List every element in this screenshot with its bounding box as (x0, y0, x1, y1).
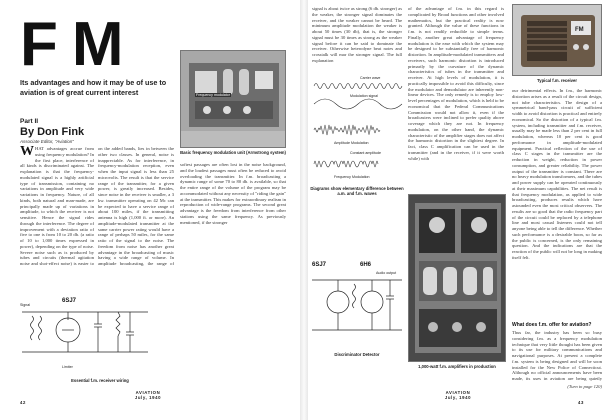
column-1-text: HAT advantages accrue from using frequency modulation? In the first place, interference of all kinds is discriminated against. The explanation is that the frequency-modulated signal is a highly artificial type of transmission, containing no variations in amplitude and very wide variations in frequency. Nature, of all kinds, both natural and man-made, are principally made up of variations in amplitude, to which the receiver is not sensitive. Hence the signal rides through the interference. The degree of improvement with a deviation ratio of five to one is from 10 to 20 db. (a ratio of 10 to 1,000 times expressed in power), depending on the type of noise. Severe noise such as is produced by tubes and circuits (thermal agitation noise and shot-effect noise) is easier to (20, 146, 94, 266)
text-column-4 (312, 6, 402, 70)
text-column-6 (512, 88, 602, 318)
column-6-text: our detrimental effects. In f.m., the harmonic distortion arises as a result of the circuit design, not tube characteristics. The design of a symmetrical band-pass circuit of sufficient width to avoid distortion is practical and entirely economical. So the distortion of a typical f.m. system, including transmitter and f.m. receiver, usually may be made less than 2 per cent in full modulation, whereas 10 per cent is good performance in amplitude-modulated equipment. Practical reflection of the use of class C stages in the transmitter are the reduction in weight, reduction in power consumption, and greater reliability. The power output of the transmitter is constant. There are no heavy modulation transformers, and the tubes and power supply can be operated continuously at their maximum capabilities. The net result is that frequency modulation, as applied to wide broadcasting, produces results which have astounded even the most critical observers. The results are so good that the radio frequency part of the circuit could be replaced by a telephone line and most casual listeners could not tell anyone being able to tell the difference. Whether such performance is a desirable boon, so far as the public is concerned, is the only remaining question. And the indications are that the reaction of the public will not be long in making itself felt. (512, 88, 602, 260)
waveform-diagram (310, 74, 404, 184)
modulator-label: Frequency modulator (196, 93, 230, 97)
byline-affiliation: Associate Editor, "Aviation" (20, 139, 74, 144)
carrier-label: Carrier wave (360, 76, 381, 80)
circuit-signal-label: Signal (20, 303, 30, 307)
left-folio-page: 42 (20, 400, 26, 405)
modulator-photo (180, 50, 286, 148)
signal-label: Modulation signal (350, 94, 378, 98)
text-column-5 (408, 6, 504, 184)
text-column-3 (180, 162, 286, 266)
circuit-tube-2: 6SJ7 (312, 262, 327, 268)
text-column-1 (20, 146, 94, 266)
audio-output-label: Audio output (376, 271, 397, 275)
left-folio-magazine: AVIATION (135, 390, 161, 395)
receiver-caption: Typical f.m. receiver (537, 78, 577, 83)
am-wave (314, 125, 380, 135)
am-label: Amplitude Modulation (334, 141, 369, 145)
transmitter-caption: 1,000-watt f.m. amplifiers in production (418, 364, 496, 369)
fm-wave (314, 161, 378, 167)
article-title: FM (20, 10, 138, 79)
right-folio-page: 43 (578, 400, 584, 405)
right-page (308, 0, 608, 420)
column-2-text: on the added bands, lies in between the other two classes. In general, noise is inappreciable. As for interference, in frequency-modulation reception, even when the input signal is less than 25 microvolts. The result is that the service range of the transmitter, for a given power, is greatly increased. Besides, since noise in the receiver is smaller, a 3 kw. transmitter operating on 42 Mc can be expected to have a service range of about 100 miles, if the transmitting antenna is high (1,000 ft. or more). An amplitude-modulated transmitter at the same carrier power rating would have a range of perhaps 50 miles, for the same ratio of the signal to the noise. The freedom from noise has another great advantage in the broadcasting of music having a wide range of volume. In amplitude broadcasting, the range of (98, 146, 174, 266)
column-4-text: signal is about twice as strong (6 db. stronger) as the weaker, the stronger signal dominates the receiver, and the weaker cannot be heard. The minimum amplitude modulation the weaker is about 50 times (30 db), that is, the stronger signal must be 30 times as strong as the weaker signal before it can be said to dominate the receiver. Otherwise heterodyne beat notes and crosstalk will mar the stronger signal. The full explanation (312, 6, 402, 63)
article-subtitle: Its advantages and how it may be of use to aviation is of great current interest (20, 78, 167, 97)
receiver-illustration (513, 5, 602, 76)
fm-label: Frequency Modulation (334, 175, 370, 179)
column-3-text: softest passages are often lost in the noise background, and the loudest passages must often be reduced to avoid overloading the transmitter. In f.m. broadcasting a dynamic range of some 70 to 80 db. is available, so that the entire range of the volume of the program may be accommodated without any necessity of "riding the gain" at the transmitter. This makes for extraordinary realism in reproduction of wide-range programs. The second great advantage is the freedom from interference from other stations using the same frequency. As previously mentioned, if the stronger (180, 162, 286, 225)
discriminator-circuit-diagram (310, 250, 404, 350)
modulator-caption: Basic frequency modulation unit (Armstrong system) (180, 150, 286, 155)
transmitter-illustration (409, 195, 506, 362)
circuit-limiter-label: Limiter (62, 365, 73, 369)
sidebar-heading: What does f.m. offer for aviation? (512, 322, 592, 328)
article-byline: By Don Fink (20, 126, 85, 138)
modulation-signal (314, 99, 402, 109)
receiver-circuit-caption: Essential f.m. receiver wiring (71, 378, 129, 383)
left-folio-date: July, 1940 (134, 395, 162, 401)
modulator-illustration (181, 51, 286, 148)
left-folio (20, 390, 178, 405)
page-gutter (300, 0, 308, 420)
constant-label: Constant amplitude (350, 151, 381, 155)
sidebar-text (512, 330, 602, 382)
text-column-2 (98, 146, 174, 266)
waveform-caption: Diagrams show elementary difference between a.m. and f.m. waves (310, 186, 404, 196)
right-folio (428, 390, 584, 405)
left-page (0, 0, 300, 420)
article-part: Part II (20, 118, 39, 125)
receiver-photo (512, 4, 602, 76)
receiver-dial: FM (575, 27, 584, 33)
right-folio-date: July, 1940 (444, 395, 472, 401)
discriminator-caption: Discriminator Detector (334, 352, 380, 357)
receiver-circuit-diagram (18, 282, 152, 374)
transmitter-photo (408, 194, 506, 362)
carrier-wave (314, 84, 402, 89)
drop-cap: W (20, 146, 34, 159)
sidebar-body: Thus far, the industry has been so busy considering f.m. as a frequency modulation technique that very little thought has been given to its use for military communications and navigational purposes. At present a complete f.m. system is being designed and will be soon installed for the New Police of Connecticut. Although no official announcements have been made, its uses in aviation are being quietly (512, 330, 602, 381)
column-5-text: of the advantage of f.m. in this regard is complicated by Broad functions and other involved mathematics, but the practical reality is now granted. Although the value of these functions in f.m. is not readily reducible to simple terms. Finally, another great advantage of frequency modulation is the ease with which the system may be designed to be substantially free of harmonic distortion. In amplitude-modulated transmitters and receivers, such harmonic distortion is introduced primarily by the curvature of the dynamic characteristics of tubes in the transmitter and receiver. At high levels of modulation, it is practically impossible to avoid this difficulty, since the modulator and demodulator are inherently non-linear devices. The only remedy is to employ low-level percentages of modulation, which is held to be economical that the Federal Communications Commission would not allow it, even if the broadcasters were inclined to prefer quality above coverage which they are not. In frequency modulation, on the other hand, the dynamic characteristic of the amplifier stages does not affect the harmonic distortion in the slightest degree. In fact, class C amplification can be used in the transmitter (and in the receiver, if it were worth while) with (408, 6, 504, 161)
right-folio-magazine: AVIATION (445, 390, 471, 395)
circuit-tube-1: 6SJ7 (62, 298, 77, 304)
continued-note: (Turn to page 120) (567, 384, 602, 389)
circuit-tube-3: 6H6 (360, 262, 372, 268)
